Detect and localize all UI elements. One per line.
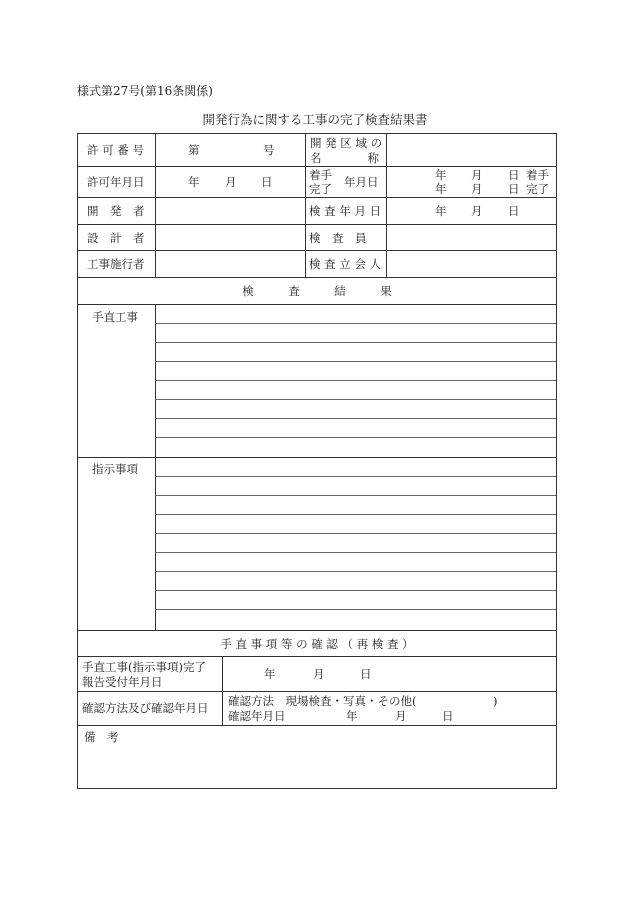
- inspection-date-hi: 日: [508, 204, 520, 218]
- confirm-tsuki: 月: [395, 709, 407, 723]
- method-line: 確認方法 現場検査・写真・その他(: [228, 694, 417, 708]
- confirm-hi: 日: [442, 709, 454, 723]
- complete-label: 完了: [309, 182, 332, 196]
- permit-date-hi: 日: [261, 175, 273, 189]
- section-divider: [78, 630, 556, 631]
- permit-date-tsuki: 月: [225, 175, 237, 189]
- inspection-date-tsuki: 月: [471, 204, 483, 218]
- ruled-line: [155, 437, 556, 438]
- complete-row-hi: 日: [508, 182, 520, 196]
- section-divider: [78, 457, 556, 458]
- ruled-line: [155, 476, 556, 477]
- column-divider: [386, 134, 387, 277]
- inspector-label: 検 査 員: [309, 231, 367, 245]
- report-hi: 日: [360, 667, 372, 681]
- start-row-tsuki: 月: [471, 168, 483, 182]
- report-received-label-2: 報告受付年月日: [82, 675, 163, 689]
- inspection-date-label: 検 査 年 月 日: [309, 204, 382, 218]
- report-nen: 年: [264, 667, 276, 681]
- ruled-line: [155, 571, 556, 572]
- column-divider: [155, 134, 156, 277]
- column-divider: [305, 134, 306, 277]
- start-complete-date-label: 年月日: [344, 175, 379, 189]
- confirm-date-label: 確認年月日: [228, 709, 286, 723]
- remarks-label: 備 考: [84, 730, 119, 744]
- row-divider: [78, 725, 556, 726]
- results-header: 検 査 結 果: [242, 284, 392, 298]
- area-name-label-2: 名 称: [310, 151, 379, 165]
- results-column-divider: [155, 304, 156, 630]
- start-row-nen: 年: [435, 168, 447, 182]
- method-close: ): [493, 694, 498, 708]
- ruled-line: [155, 609, 556, 610]
- inspection-date-nen: 年: [435, 204, 447, 218]
- designer-label: 設 計 者: [87, 231, 145, 245]
- start-row-hi: 日: [508, 168, 520, 182]
- instructions-label: 指示事項: [92, 462, 138, 476]
- report-tsuki: 月: [313, 667, 325, 681]
- ruled-line: [155, 533, 556, 534]
- witness-label: 検 査 立 会 人: [309, 257, 382, 271]
- row-divider: [78, 224, 556, 225]
- row-divider: [78, 691, 556, 692]
- report-received-label-1: 手直工事(指示事項)完了: [82, 660, 206, 674]
- start-row-suffix: 着手: [526, 168, 549, 182]
- complete-row-tsuki: 月: [471, 182, 483, 196]
- row-divider: [78, 250, 556, 251]
- ruled-line: [155, 418, 556, 419]
- ruled-line: [155, 380, 556, 381]
- ruled-line: [155, 399, 556, 400]
- repair-work-label: 手直工事: [92, 310, 138, 324]
- start-label: 着手: [309, 168, 332, 182]
- method-label: 確認方法及び確認年月日: [82, 701, 209, 715]
- ruled-line: [155, 342, 556, 343]
- row-divider: [78, 304, 556, 305]
- ruled-line: [155, 552, 556, 553]
- ruled-line: [155, 495, 556, 496]
- permit-date-nen: 年: [188, 175, 200, 189]
- ruled-line: [155, 590, 556, 591]
- permit-date-label: 許可年月日: [87, 175, 145, 189]
- developer-label: 開 発 者: [87, 204, 145, 218]
- contractor-label: 工事施行者: [87, 257, 145, 271]
- complete-row-suffix: 完了: [526, 182, 549, 196]
- ruled-line: [155, 514, 556, 515]
- complete-row-nen: 年: [435, 182, 447, 196]
- section-divider: [78, 656, 556, 657]
- permit-number-label: 許 可 番 号: [87, 143, 144, 157]
- confirm-nen: 年: [346, 709, 358, 723]
- row-divider: [78, 277, 556, 278]
- reconfirm-header: 手 直 事 項 等 の 確 認 （ 再 検 査 ）: [220, 637, 414, 651]
- ruled-line: [155, 361, 556, 362]
- row-divider: [78, 166, 556, 167]
- inspection-form: [77, 133, 557, 789]
- permit-number-dai: 第: [188, 143, 200, 157]
- ruled-line: [155, 323, 556, 324]
- permit-number-go: 号: [263, 143, 275, 157]
- document-title: 開発行為に関する工事の完了検査結果書: [202, 112, 428, 127]
- row-divider: [78, 197, 556, 198]
- area-name-label-1: 開 発 区 域 の: [310, 136, 383, 150]
- form-number: 様式第27号(第16条関係): [77, 84, 213, 98]
